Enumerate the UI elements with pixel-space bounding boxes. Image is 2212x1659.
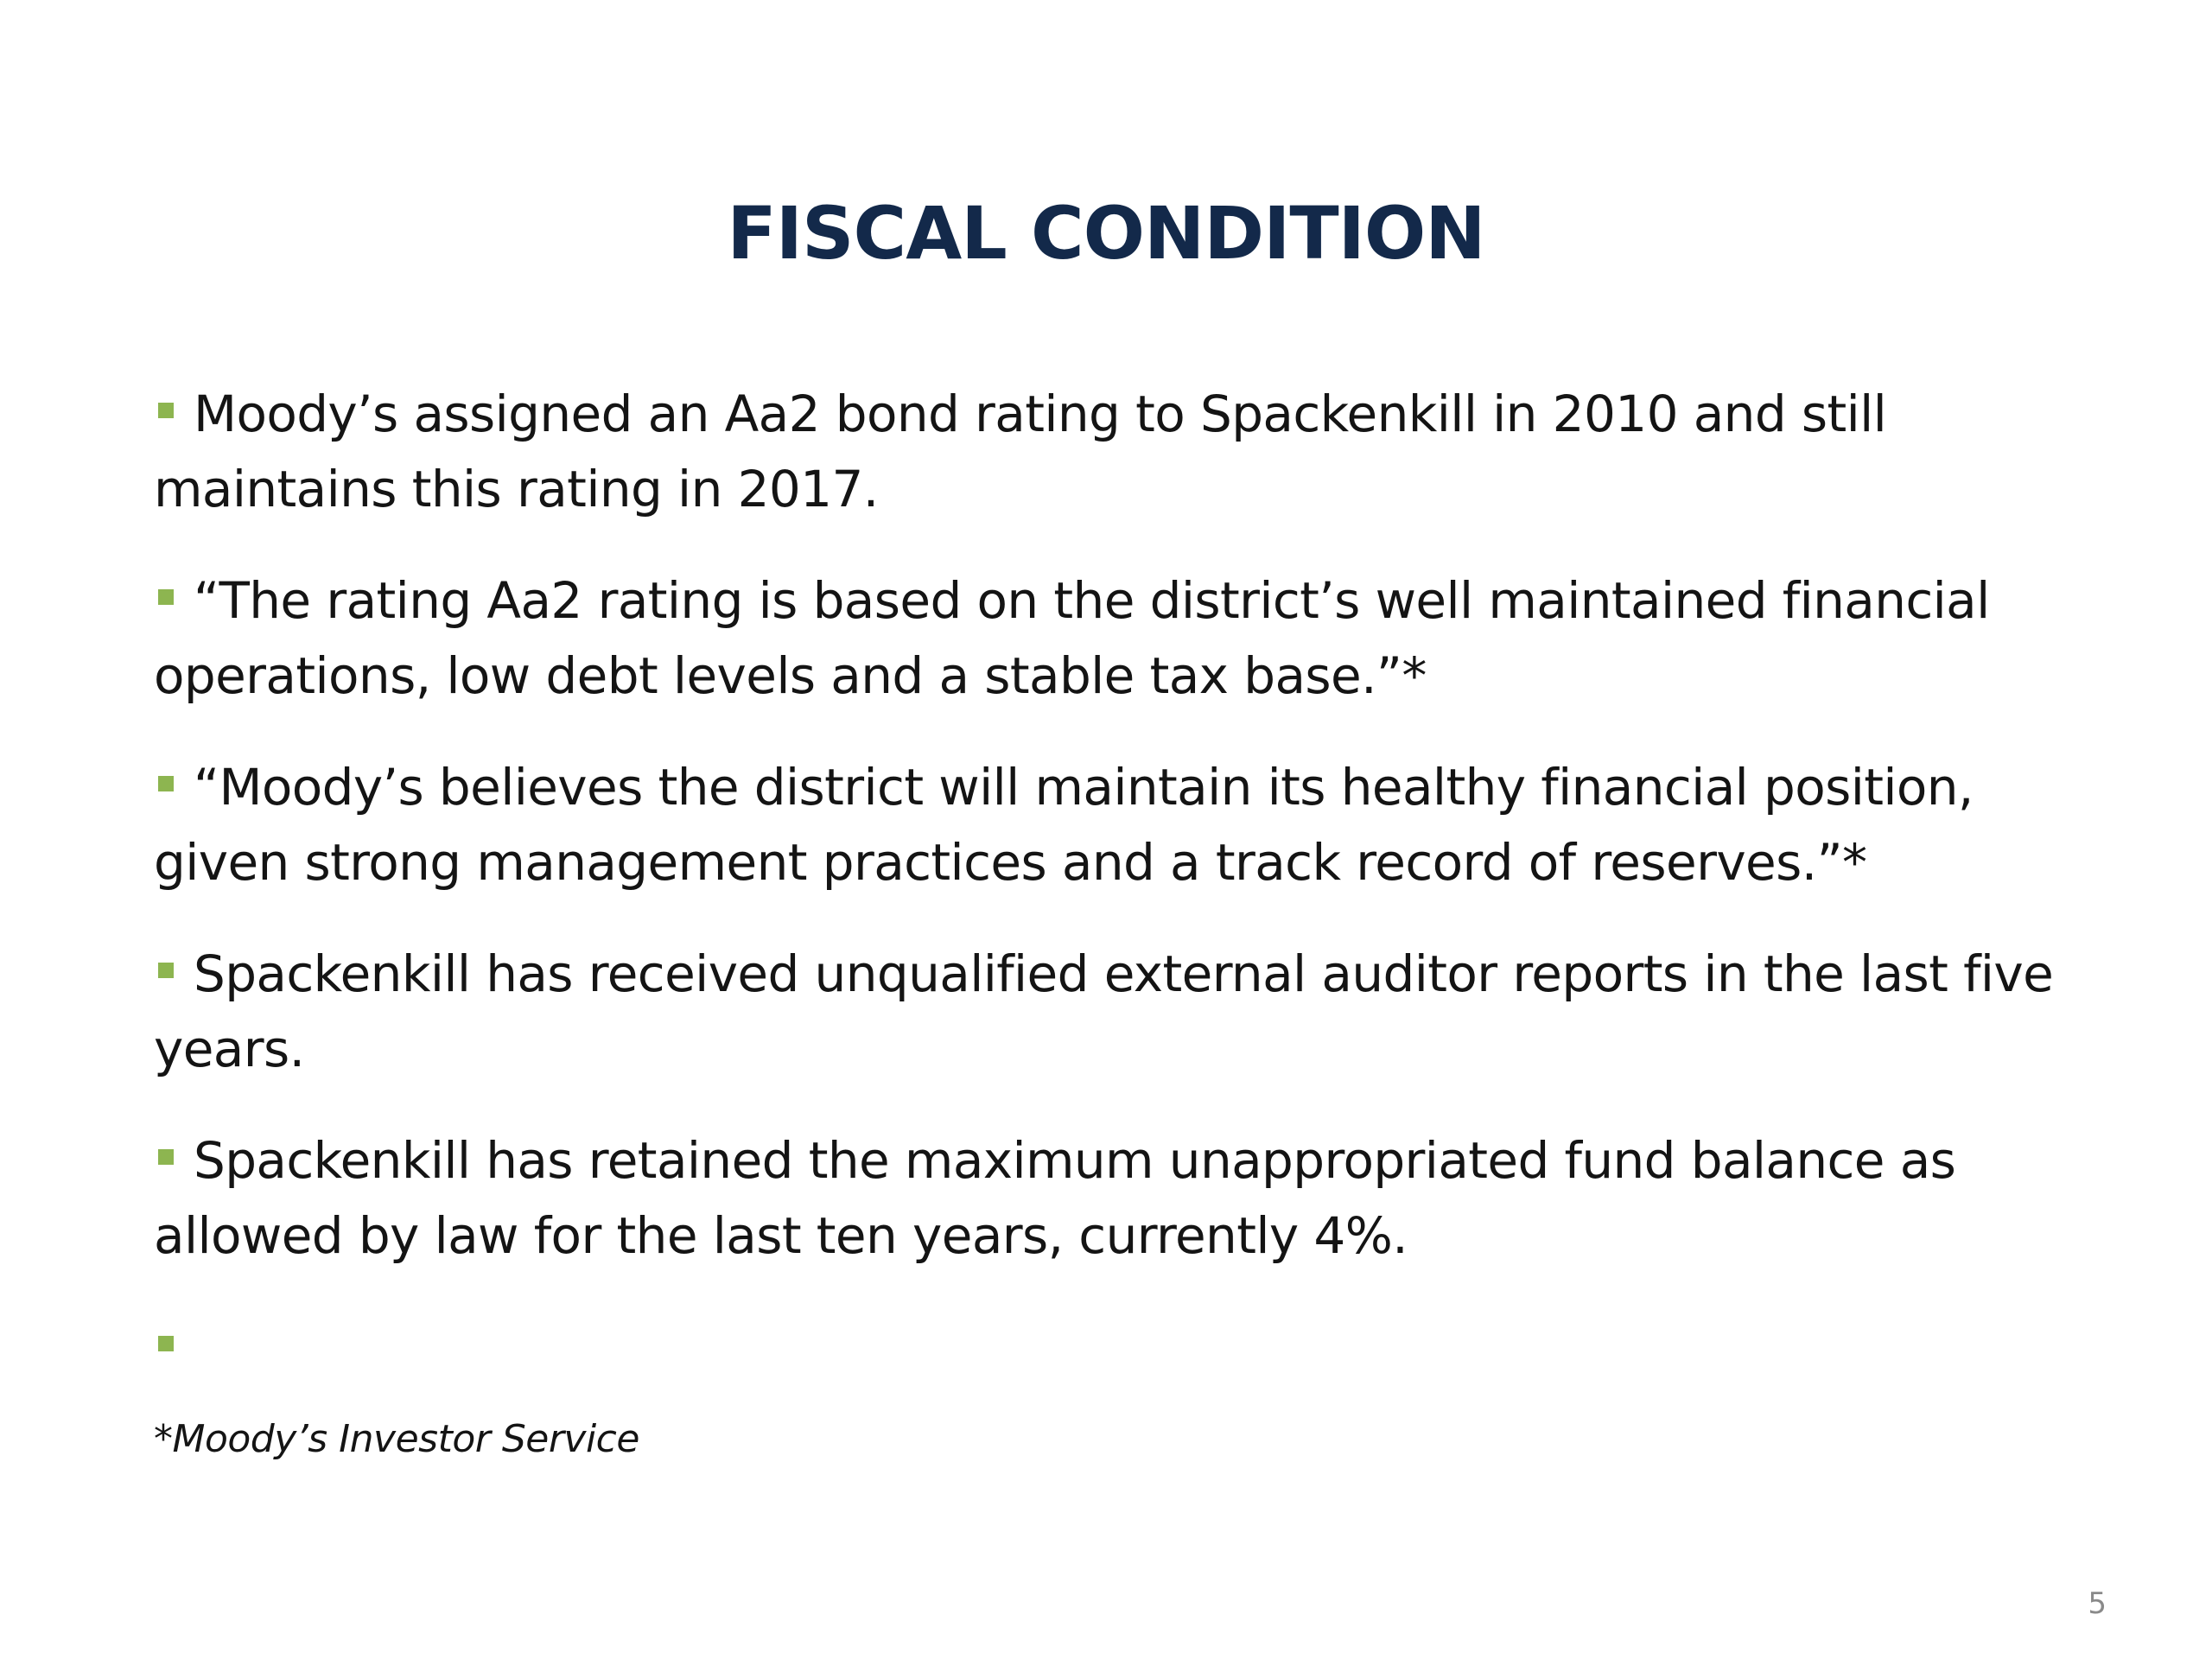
bullet-item [154,937,2081,1087]
bullet-text: “Moody’s believes the district will maintain its healthy financial position, given strong management practices and a track record of reserves.”* [154,758,1974,892]
bullet-item [154,750,2081,900]
bullet-text: “The rating Aa2 rating is based on the district’s well maintained financial operations, low debt levels and a stable tax base.”* [154,571,1990,705]
bullet-text: Moody’s assigned an Aa2 bond rating to Spackenkill in 2010 and still maintains this rating in 2017. [154,385,1887,518]
bullet-item [154,1123,2081,1274]
slide-title: FISCAL CONDITION [727,191,1485,276]
bullet-text: Spackenkill has received unqualified external auditor reports in the last five years. [154,944,2054,1078]
square-bullet-icon [158,403,174,418]
square-bullet-icon [158,776,174,791]
bullet-item [154,563,2081,714]
bullet-item [154,377,2081,527]
bullet-text: Spackenkill has retained the maximum unappropriated fund balance as allowed by law for the last ten years, currently 4%. [154,1131,1956,1265]
square-bullet-icon [158,1336,174,1351]
square-bullet-icon [158,1149,174,1165]
square-bullet-icon [158,589,174,605]
square-bullet-icon [158,963,174,978]
footnote: *Moody’s Investor Service [154,1417,639,1461]
page-number: 5 [2088,1586,2107,1621]
bullet-item-empty [154,1310,2081,1385]
bullet-list [154,377,2081,1402]
